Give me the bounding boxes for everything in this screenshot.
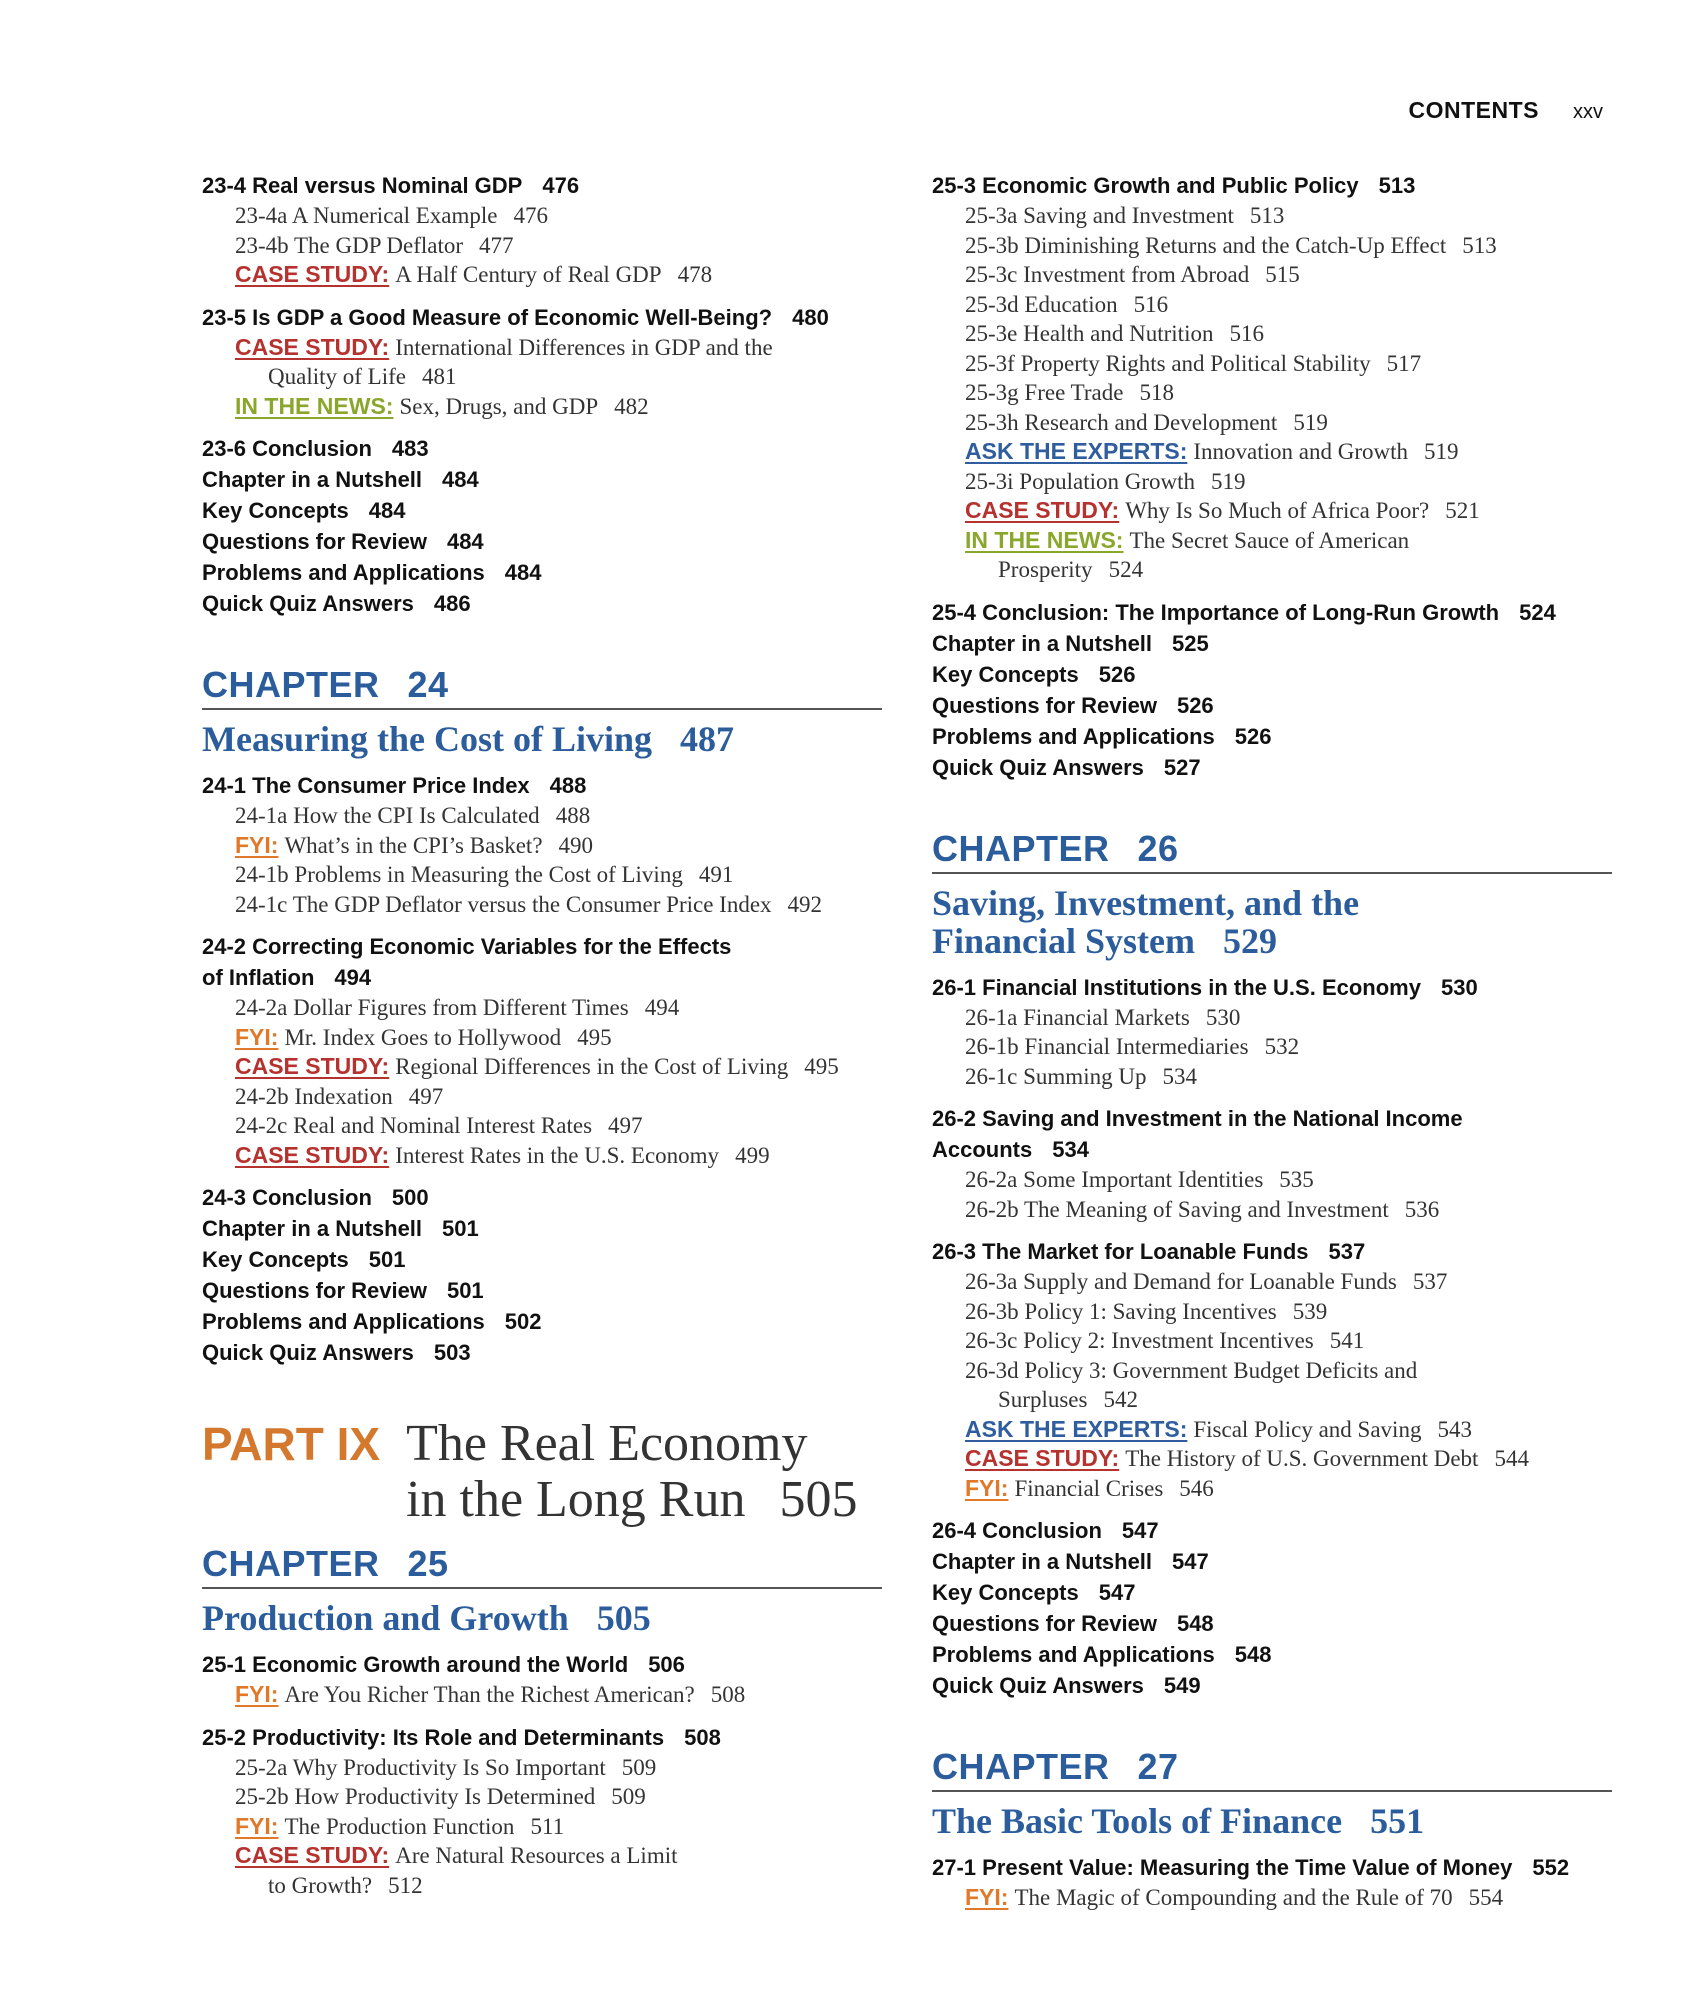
toc-entry[interactable]: 26-2 Saving and Investment in the National Income Accounts 534 bbox=[932, 1106, 1463, 1162]
fyi-tag: FYI: bbox=[235, 1812, 279, 1839]
toc-entry[interactable]: Questions for Review 484 bbox=[202, 529, 484, 554]
toc-subentry[interactable]: 23-4a A Numerical Example 476 bbox=[235, 203, 549, 228]
toc-entry-continued[interactable]: of Inflation 494 bbox=[202, 965, 372, 990]
toc-subentry[interactable]: 26-3b Policy 1: Saving Incentives 539 bbox=[965, 1298, 1328, 1324]
toc-entry[interactable]: Questions for Review 526 bbox=[932, 692, 1214, 718]
chapter-label: CHAPTER 24 bbox=[202, 663, 882, 710]
toc-entry[interactable]: 25-2 Productivity: Its Role and Determinants 508 bbox=[202, 1724, 721, 1750]
toc-entry[interactable]: Questions for Review 548 bbox=[932, 1611, 1214, 1636]
toc-entry[interactable]: Chapter in a Nutshell 547 bbox=[932, 1549, 1209, 1574]
toc-subentry[interactable]: 25-3e Health and Nutrition 516 bbox=[965, 321, 1264, 346]
toc-subentry[interactable]: 24-1b Problems in Measuring the Cost of Living 491 bbox=[235, 862, 734, 887]
toc-subentry[interactable]: 25-3f Property Rights and Political Stability 517 bbox=[965, 350, 1422, 376]
toc-entry[interactable]: 26-3 The Market for Loanable Funds 537 bbox=[932, 1239, 1366, 1264]
toc-entry[interactable]: 23-4 Real versus Nominal GDP 476 bbox=[202, 173, 580, 198]
case-study-entry[interactable]: CASE STUDY: Why Is So Much of Africa Poor? 521 bbox=[965, 497, 1480, 523]
toc-entry[interactable]: Questions for Review 501 bbox=[202, 1278, 484, 1303]
fyi-tag: FYI: bbox=[235, 1681, 279, 1707]
toc-subentry[interactable]: 25-3a Saving and Investment 513 bbox=[965, 203, 1285, 228]
toc-entry[interactable]: 23-5 Is GDP a Good Measure of Economic Well-Being? 480 bbox=[202, 304, 829, 330]
toc-subentry[interactable]: 26-3c Policy 2: Investment Incentives 541 bbox=[965, 1328, 1365, 1353]
toc-entry[interactable]: Problems and Applications 502 bbox=[202, 1309, 542, 1334]
toc-subentry[interactable]: 24-1a How the CPI Is Calculated 488 bbox=[235, 803, 591, 828]
toc-entry[interactable]: 24-3 Conclusion 500 bbox=[202, 1185, 429, 1210]
part-ix-heading bbox=[202, 1416, 882, 1528]
toc-subentry[interactable]: 26-2b The Meaning of Saving and Investment 536 bbox=[965, 1196, 1440, 1222]
toc-subentry[interactable]: 25-2b How Productivity Is Determined 509 bbox=[235, 1784, 646, 1809]
toc-subentry[interactable]: 24-1c The GDP Deflator versus the Consumer Price Index 492 bbox=[235, 891, 823, 917]
toc-entry[interactable]: Problems and Applications 484 bbox=[202, 560, 542, 585]
toc-subentry[interactable]: 26-2a Some Important Identities 535 bbox=[965, 1167, 1314, 1192]
fyi-tag: FYI: bbox=[235, 1023, 279, 1050]
toc-entry[interactable]: Quick Quiz Answers 549 bbox=[932, 1673, 1201, 1698]
toc-subentry[interactable]: 26-1a Financial Markets 530 bbox=[965, 1004, 1241, 1030]
ask-the-experts-tag: ASK THE EXPERTS: bbox=[965, 438, 1188, 464]
chapter-title[interactable]: Saving, Investment, and the Financial System 529 bbox=[932, 882, 1360, 961]
part-title[interactable]: The Real Economy in the Long Run 505 bbox=[406, 1415, 858, 1528]
case-study-tag: CASE STUDY: bbox=[235, 1053, 390, 1079]
toc-subentry[interactable]: 25-3b Diminishing Returns and the Catch-Up Effect 513 bbox=[965, 232, 1497, 258]
page-number: xxv bbox=[1573, 101, 1603, 123]
toc-entry[interactable]: 27-1 Present Value: Measuring the Time Value of Money 552 bbox=[932, 1855, 1570, 1880]
toc-subentry[interactable]: 25-3g Free Trade 518 bbox=[965, 380, 1174, 405]
toc-entry[interactable]: Key Concepts 484 bbox=[202, 498, 406, 523]
fyi-entry[interactable]: FYI: What’s in the CPI’s Basket? 490 bbox=[235, 831, 594, 858]
toc-entry[interactable]: Quick Quiz Answers 527 bbox=[932, 754, 1201, 780]
toc-section-26-1 bbox=[932, 972, 1612, 1092]
toc-section-23-4 bbox=[202, 170, 882, 290]
toc-subentry[interactable]: 26-1c Summing Up 534 bbox=[965, 1063, 1197, 1089]
case-study-entry[interactable]: CASE STUDY: International Differences in GDP and the bbox=[235, 333, 773, 360]
toc-entry[interactable]: Quick Quiz Answers 503 bbox=[202, 1340, 471, 1365]
toc-entry[interactable]: 25-4 Conclusion: The Importance of Long-Run Growth 524 bbox=[932, 599, 1556, 625]
chapter-23-end-matter bbox=[202, 433, 882, 619]
toc-subentry[interactable]: 25-3d Education 516 bbox=[965, 291, 1169, 317]
fyi-tag: FYI: bbox=[965, 1474, 1009, 1501]
running-head-title: CONTENTS bbox=[1408, 97, 1539, 123]
chapter-title[interactable]: Measuring the Cost of Living 487 bbox=[202, 719, 734, 759]
chapter-label: CHAPTER 27 bbox=[932, 1745, 1612, 1792]
in-the-news-tag: IN THE NEWS: bbox=[965, 526, 1124, 553]
case-study-tag: CASE STUDY: bbox=[235, 261, 390, 287]
toc-subentry[interactable]: 26-3d Policy 3: Government Budget Deficits and bbox=[965, 1357, 1418, 1383]
toc-left-column bbox=[202, 170, 882, 1912]
fyi-tag: FYI: bbox=[235, 831, 279, 858]
toc-subentry-continued[interactable]: Surpluses 542 bbox=[998, 1387, 1138, 1412]
chapter-26-heading bbox=[932, 827, 1612, 960]
case-study-tag: CASE STUDY: bbox=[235, 1141, 390, 1168]
chapter-label: CHAPTER 26 bbox=[932, 827, 1612, 874]
toc-subentry[interactable]: 24-2c Real and Nominal Interest Rates 497 bbox=[235, 1113, 643, 1138]
toc-subentry-continued[interactable]: Prosperity 524 bbox=[998, 557, 1144, 582]
chapter-label: CHAPTER 25 bbox=[202, 1542, 882, 1589]
toc-entry[interactable]: Chapter in a Nutshell 525 bbox=[932, 630, 1209, 656]
page-header bbox=[1409, 97, 1604, 124]
toc-entry[interactable]: 24-1 The Consumer Price Index 488 bbox=[202, 773, 587, 798]
chapter-27-heading bbox=[932, 1745, 1612, 1840]
ask-the-experts-entry[interactable]: ASK THE EXPERTS: Innovation and Growth 519 bbox=[965, 438, 1459, 464]
fyi-entry[interactable]: FYI: The Magic of Compounding and the Rule of 70 554 bbox=[965, 1884, 1504, 1910]
fyi-entry[interactable]: FYI: Mr. Index Goes to Hollywood 495 bbox=[235, 1023, 612, 1050]
toc-section-27-1 bbox=[932, 1852, 1612, 1913]
case-study-entry[interactable]: CASE STUDY: Are Natural Resources a Limit bbox=[235, 1842, 678, 1868]
toc-subentry[interactable]: 26-3a Supply and Demand for Loanable Funds 537 bbox=[965, 1269, 1448, 1294]
case-study-entry[interactable]: CASE STUDY: Regional Differences in the Cost of Living 495 bbox=[235, 1053, 839, 1079]
toc-entry[interactable]: Quick Quiz Answers 486 bbox=[202, 591, 471, 616]
toc-section-26-2 bbox=[932, 1103, 1612, 1224]
toc-subentry[interactable]: 24-2b Indexation 497 bbox=[235, 1083, 444, 1109]
fyi-entry[interactable]: FYI: Financial Crises 546 bbox=[965, 1474, 1214, 1501]
toc-section-26-3 bbox=[932, 1236, 1612, 1503]
toc-subentry[interactable]: 24-2a Dollar Figures from Different Times 494 bbox=[235, 995, 680, 1020]
ask-the-experts-entry[interactable]: ASK THE EXPERTS: Fiscal Policy and Saving 543 bbox=[965, 1415, 1472, 1442]
toc-section-25-1 bbox=[202, 1649, 882, 1710]
toc-subentry[interactable]: 25-3c Investment from Abroad 515 bbox=[965, 262, 1300, 287]
toc-subentry[interactable]: 25-2a Why Productivity Is So Important 509 bbox=[235, 1754, 657, 1780]
in-the-news-entry[interactable]: IN THE NEWS: The Secret Sauce of American bbox=[965, 526, 1410, 553]
part-label: PART IX bbox=[202, 1418, 381, 1470]
toc-entry[interactable]: Problems and Applications 526 bbox=[932, 723, 1272, 749]
fyi-entry[interactable]: FYI: Are You Richer Than the Richest American? 508 bbox=[235, 1681, 746, 1707]
case-study-tag: CASE STUDY: bbox=[965, 1445, 1120, 1471]
toc-entry[interactable]: 26-4 Conclusion 547 bbox=[932, 1518, 1159, 1543]
toc-entry[interactable]: 25-3 Economic Growth and Public Policy 513 bbox=[932, 173, 1416, 198]
toc-section-25-3 bbox=[932, 170, 1612, 585]
toc-section-24-2 bbox=[202, 931, 882, 1170]
toc-entry[interactable]: 24-2 Correcting Economic Variables for the Effects bbox=[202, 934, 732, 959]
fyi-entry[interactable]: FYI: The Production Function 511 bbox=[235, 1812, 565, 1839]
toc-subentry-continued[interactable]: Quality of Life 481 bbox=[268, 364, 457, 389]
toc-entry[interactable]: Key Concepts 501 bbox=[202, 1247, 406, 1272]
toc-section-23-5 bbox=[202, 302, 882, 422]
toc-subentry[interactable]: 26-1b Financial Intermediaries 532 bbox=[965, 1034, 1300, 1059]
case-study-entry[interactable]: CASE STUDY: A Half Century of Real GDP 478 bbox=[235, 261, 713, 287]
case-study-tag: CASE STUDY: bbox=[235, 333, 390, 360]
toc-entry[interactable]: Problems and Applications 548 bbox=[932, 1642, 1272, 1667]
chapter-25-heading bbox=[202, 1542, 882, 1637]
toc-right-column bbox=[932, 170, 1612, 1925]
chapter-title[interactable]: The Basic Tools of Finance 551 bbox=[932, 1801, 1425, 1841]
toc-subentry[interactable]: 25-3h Research and Development 519 bbox=[965, 409, 1328, 435]
case-study-tag: CASE STUDY: bbox=[965, 497, 1120, 523]
toc-entry[interactable]: Key Concepts 526 bbox=[932, 661, 1136, 687]
chapter-25-end-matter bbox=[932, 597, 1612, 783]
toc-entry[interactable]: Key Concepts 547 bbox=[932, 1580, 1136, 1605]
toc-entry[interactable]: 26-1 Financial Institutions in the U.S. Economy 530 bbox=[932, 974, 1478, 1000]
toc-entry[interactable]: 23-6 Conclusion 483 bbox=[202, 436, 429, 461]
in-the-news-entry[interactable]: IN THE NEWS: Sex, Drugs, and GDP 482 bbox=[235, 392, 649, 419]
chapter-title[interactable]: Production and Growth 505 bbox=[202, 1598, 651, 1638]
toc-section-25-2 bbox=[202, 1722, 882, 1901]
toc-entry[interactable]: Chapter in a Nutshell 484 bbox=[202, 467, 479, 492]
toc-entry[interactable]: Chapter in a Nutshell 501 bbox=[202, 1216, 479, 1241]
chapter-24-heading bbox=[202, 663, 882, 758]
toc-section-24-1 bbox=[202, 770, 882, 919]
toc-subentry[interactable]: 25-3i Population Growth 519 bbox=[965, 468, 1246, 494]
case-study-entry[interactable]: CASE STUDY: The History of U.S. Government Debt 544 bbox=[965, 1445, 1529, 1471]
toc-subentry[interactable]: 23-4b The GDP Deflator 477 bbox=[235, 232, 514, 258]
chapter-24-end-matter bbox=[202, 1182, 882, 1368]
toc-subentry-continued[interactable]: to Growth? 512 bbox=[268, 1872, 423, 1898]
ask-the-experts-tag: ASK THE EXPERTS: bbox=[965, 1415, 1188, 1442]
toc-entry[interactable]: 25-1 Economic Growth around the World 506 bbox=[202, 1652, 685, 1677]
case-study-tag: CASE STUDY: bbox=[235, 1842, 390, 1868]
case-study-entry[interactable]: CASE STUDY: Interest Rates in the U.S. Economy 499 bbox=[235, 1141, 770, 1168]
fyi-tag: FYI: bbox=[965, 1884, 1009, 1910]
in-the-news-tag: IN THE NEWS: bbox=[235, 392, 394, 419]
chapter-26-end-matter bbox=[932, 1515, 1612, 1701]
